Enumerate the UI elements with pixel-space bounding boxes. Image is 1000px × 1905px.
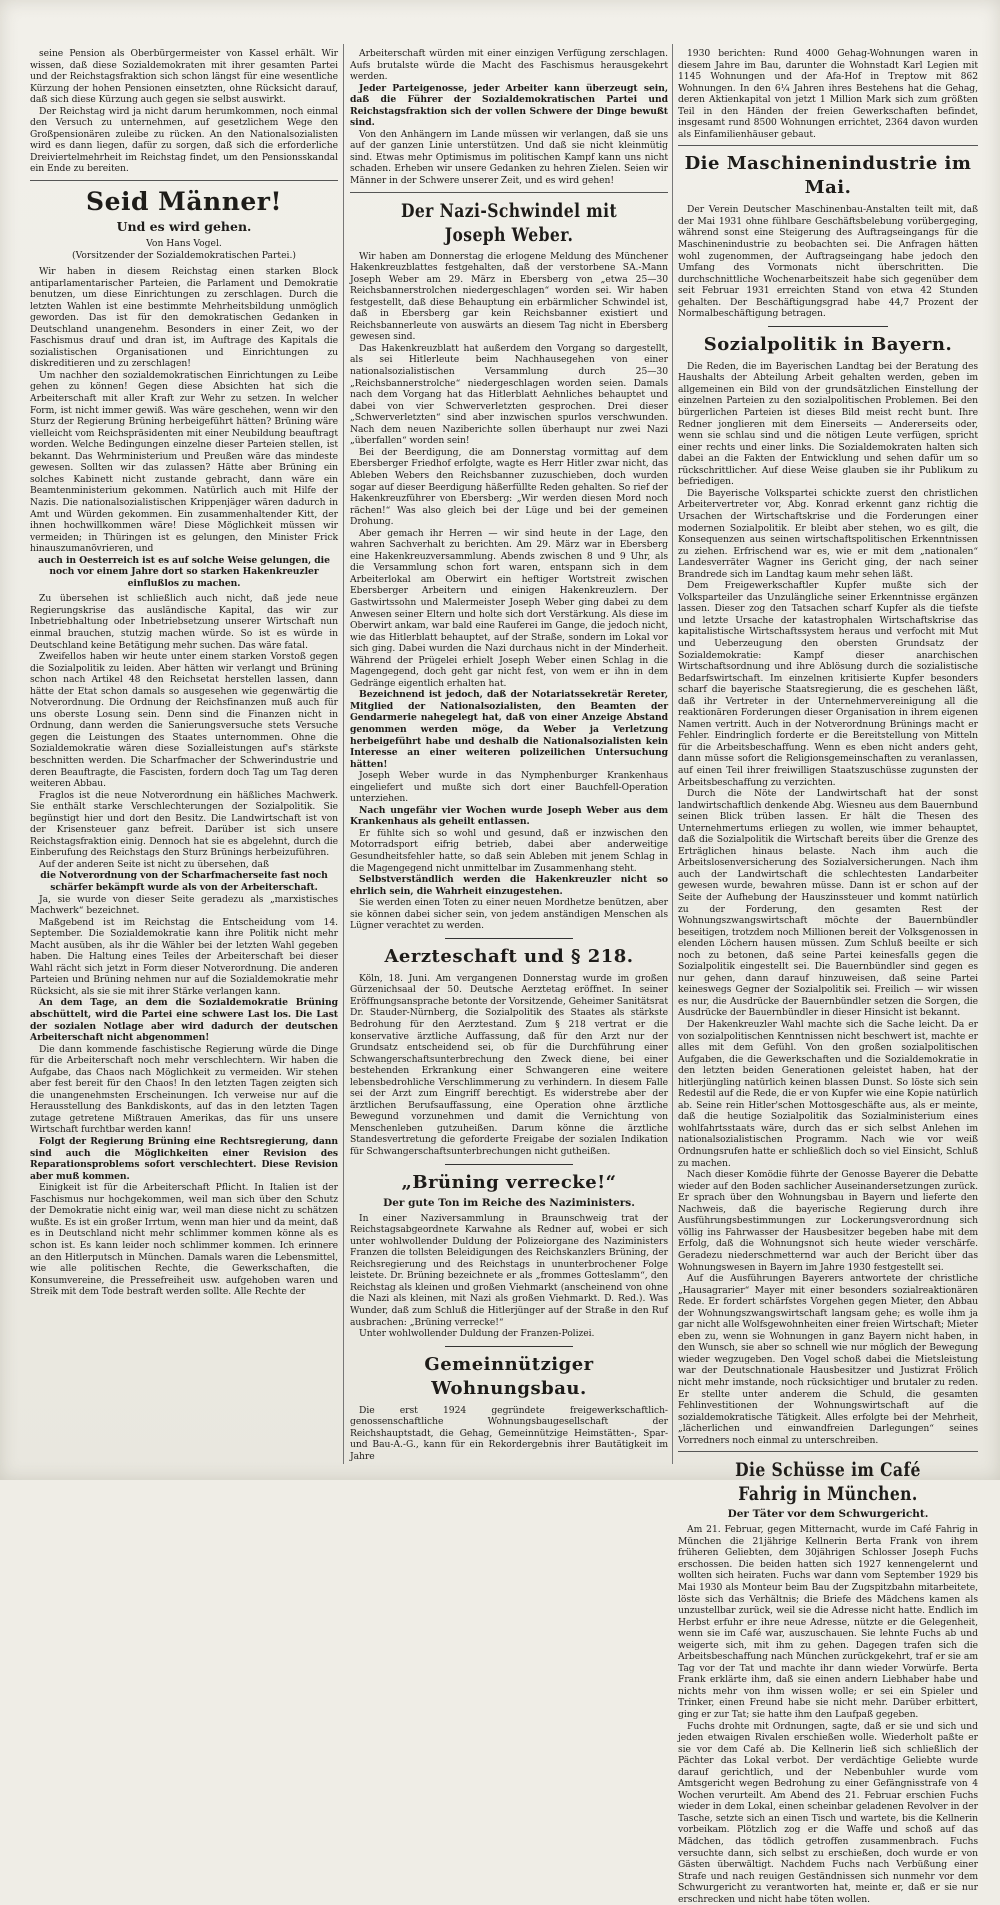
bold-paragraph: An dem Tage, an dem die Sozialdemokratie Brüning abschüttelt, wird die Partei eine schwere Last los. Die Last der sozialen Notlage aber wird dadurch der deutschen Arbeiterschaft nicht abgenommen! [30,997,338,1044]
headline-sozialpolitik-bayern: Sozialpolitik in Bayern. [703,333,953,355]
column-1 [30,48,338,1468]
paragraph: Aber gemach ihr Herren — wir sind heute in der Lage, den wahren Sachverhalt zu berichten. Am 29. März war in Ebersberg eine Hakenkreuzversammlung. Abends zwischen 8 und 9 Uhr, als die Versammlung schon fort waren, entspann sich in dem Arbeiterlokal am Oberwirt ein heftiger Wortstreit zwischen Ebersberger Arbeitern und einigen Hakenkreuzlern. Der Gastwirtssohn und Malermeister Joseph Weber ging dabei zu dem Anwesen seiner Eltern und holte sich dort Verstärkung. Als diese im Oberwirt ankam, war bald eine Rauferei im Gange, die jedoch nicht, wie das Hitlerblatt behauptet, auf der Straße, sondern im Lokal vor sich ging. Dabei wurden die Nazi durchaus nicht in der Minderheit. Während der Prügelei erhielt Joseph Weber einen Schlag in die Magengegend, doch geht gar nicht fest, von wem er ihn in dem Gedränge eigentlich erhalten hat. [350,527,668,689]
article-body [678,1524,978,1905]
paragraph: Maßgebend ist im Reichstag die Entscheidung vom 14. September. Die Sozialdemokratie kann ihre Politik nicht mehr Macht ausüben, als ihr die Wähler bei der letzten Wahl gegeben haben. Die Haltung eines Teiles der Arbeiterschaft bei dieser Wahl rächt sich jetzt in Form dieser Notverordnung. Die anderen Parteien und Brüning nehmen nur auf die Sozialdemokratie mehr Rücksicht, als sie sie mit ihrer Stärke verlangen kann. [30,916,338,997]
intro-text [30,48,338,175]
article-body [350,129,668,187]
bold-paragraph: Jeder Parteigenosse, jeder Arbeiter kann überzeugt sein, daß die Führer der Sozialdemokratischen Partei und Reichstagsfraktion sich der vollen Schwere der Dinge bewußt sind. [350,82,668,129]
headline-bruening-verrecke: „Brüning verrecke!“ [401,1171,617,1193]
paragraph: Dem Freigewerkschaftler Kupfer mußte sich der Volksparteiler das Unzulängliche seiner Erkenntnisse ergänzen lassen. Dieser zog den Tatsachen scharf Kupfer als die tiefste und letzte Ursache der katastrophalen Wirtschaftskrise das kapitalistische Wirtschaftssystem heraus und verfocht mit Mut und Ueberzeugung den obersten Grundsatz der Sozialdemokratie: Kampf dieser anarchischen Wirtschaftsordnung und ihre Ablösung durch die sozialistische Bedarfswirtschaft. Im einzelnen kritisierte Kupfer besonders scharf die bayerische Staatsregierung, die es geschehen läßt, daß ihr Vertreter in der Unternehmervereinigung all die reaktionären Forderungen dieser Organisation in ihrem eigenen Namen vertritt. Auch in der Notverordnung Brünings macht er Fehler. Eindringlich forderte er die Bereitstellung von Mitteln für die Arbeitsbeschaffung. Wenn es eben nicht anders geht, dann müsse sofort die Religionsgemeinschaften zu veranlassen, auf einen Teil ihrer freiwilligen Staatszuschüsse zugunsten der Arbeitsbeschaffung zu verzichten. [678,580,978,788]
bold-paragraph: Folgt der Regierung Brüning eine Rechtsregierung, dann sind auch die Möglichkeiten einer Revision des Reparationsproblems sofort verschlechtert. Diese Revision aber muß kommen. [30,1136,338,1182]
headline-cafe-fahrig: Die Schüsse im Café Fahrig in München. [735,1459,921,1506]
separator [678,1451,978,1452]
paragraph: seine Pension als Oberbürgermeister von Kassel erhält. Wir wissen, daß diese Sozialdemokraten mit ihrer gesamten Partei und der Reichstagsfraktion sich schon längst für eine wesentliche Kürzung der hohen Pensionen einsetzten, ohne Rücksicht darauf, daß sich diese Kürzung auch gegen sie selbst auswirkt. [30,48,338,106]
separator [445,1346,572,1347]
paragraph: Von den Anhängern im Lande müssen wir verlangen, daß sie uns auf der ganzen Linie unterstützen. Und daß sie nicht kleinmütig sind. Etwas mehr Optimismus im politischen Kampf kann uns nicht schaden. Erheben wir unsere Gedanken zu hehren Zielen. Seien wir Männer in der Schwere unserer Zeit, und es wird gehen! [350,128,668,187]
article-body [678,204,978,319]
paragraph: Die Reden, die im Bayerischen Landtag bei der Beratung des Haushalts der Abteilung Arbeit gehalten werden, geben im allgemeinen ein Bild von der grundsätzlichen Einstellung der einzelnen Parteien zu den sozialpolitischen Problemen. Bei den bürgerlichen Parteien ist dieses Bild meist recht bunt. Ihre Redner jonglieren mit dem Einerseits — Andererseits oder, wenn sie schlau sind und die nötigen Leute verfügen, spricht einer rechts und einer links. Die Sozialdemokraten halten sich dabei an die Fakten der Entwicklung und sehen dafür um so rückschrittlicher. Auf diese Weise glauben sie ihr Publikum zu befriedigen. [678,360,978,488]
bold-paragraph: auch in Oesterreich ist es auf solche Weise gelungen, die noch vor einem Jahre dort so starken Hakenkreuzler einflußlos zu machen. [38,554,330,589]
paragraph: Durch die Nöte der Landwirtschaft hat der sonst landwirtschaftlich denkende Abg. Wiesneu aus dem Bauernbund seinen Blick trüben lassen. Er hält die Thesen des Unternehmertums erliegen zu wollen, wie immer behauptet, daß die Sozialpolitik die Wirtschaft bereits über die Grenze des Erträglichen hinaus belaste. Nach ihm auch die Arbeitslosenversicherung des Sozialversicherungen. Nach ihm auch der Landwirtschaft die schlechtesten Landarbeiter gewesen wurde, bewahren müsse. Dann ist er schon auf der Seite der Aufhebung der Hauszinssteuer und kommt natürlich zu der Forderung, den gesamten Rest der Wohnungszwangswirtschaft möchte der Bauernbündler beseitigen, trotzdem noch Millionen bereit der Volksgenossen in elenden Löchern hausen müssen. Zum Schluß beeilte er sich noch zu betonen, daß seine Partei keinesfalls gegen die Sozialpolitik eingestellt sei. Die Bauernbündler sind gegen es nur gehen, dann darauf hinzuweisen, daß seine Partei keineswegs Gegner der Sozialpolitik sei. Freilich — wir wissen es nur, die Ausdrücke der Bauernbündler setzen die Sorgen, die Ausdrücke der Bauernbündler in dieser Hinsicht ist bekannt. [678,788,978,1019]
bold-paragraph: Selbstverständlich werden die Hakenkreuzler nicht so ehrlich sein, die Wahrheit einzugestehen. [350,874,668,897]
headline-aerzteschaft: Aerzteschaft und § 218. [384,945,634,967]
paragraph: Er fühlte sich so wohl und gesund, daß er inzwischen den Motorradsport eifrig betrieb, dabei aber anderweitige Gesundheitsfehler hatte, so daß sein Ableben mit jenem Schlag in die Magengegend nicht unmittelbar im Zusammenhang steht. [350,827,668,874]
column-2 [350,48,668,1468]
paragraph: Um nachher den sozialdemokratischen Einrichtungen zu Leibe gehen zu können! Gegen diese Absichten hat sich die Arbeiterschaft mit aller Kraft zur Wehr zu setzen. In welcher Form, ist nicht immer gewiß. Was wäre geschehen, wenn wir den Sturz der Regierung Brüning herbeigeführt hätten? Brüning wäre vielleicht vom Reichspräsidenten mit einer Neubildung beauftragt worden. Welche Bedingungen einzelne dieser Parteien stellen, ist bekannt. Das Wehrministerium und Preußen wäre das mindeste gewesen. Sollten wir das zulassen? Hätte aber Brüning ein solches Kabinett nicht zustande gebracht, dann wäre ein Beamtenministerium gekommen. Natürlich auch mit Hilfe der Nazis. Die nationalsozialistischen Krippenjäger wären dadurch in Amt und Würden gekommen. Ein zusammenhaltender Kitt, der ihnen hochwillkommen wäre! Diese Möglichkeit müssen wir vermeiden; in Thüringen ist es gelungen, den Minister Frick hinauszumanövrieren, und [30,369,338,555]
article-body [30,894,338,998]
paragraph: Wir haben am Donnerstag die erlogene Meldung des Münchener Hakenkreuzblattes festgehalten, daß der verstorbene SA.-Mann Joseph Weber am 29. März in Ebersberg von „etwa 25—30 Reichsbannerstrolchen niedergeschlagen“ worden sei. Wir haben festgestellt, daß diese Behauptung ein erbärmlicher Schwindel ist, daß in Ebersberg gar kein Reichsbanner existiert und Reichsbannerleute von auswärts an diesem Tag nicht in Ebersberg gewesen sind. [350,250,668,343]
article-body [350,828,668,874]
paragraph: Das Hakenkreuzblatt hat außerdem den Vorgang so dargestellt, als sei Hitlerleute beim Nachhausegehen von einer nationalsozialistischen Versammlung durch 25—30 „Reichsbannerstrolche“ niedergeschlagen worden seien. Damals nach dem Vorgang hat das Hitlerblatt Aehnliches behauptet und dabei von vier Schwerverletzten gesprochen. Drei dieser „Schwerverletzten“ sind aber inzwischen spurlos verschwunden. Nach dem neuen Naziberichte sollen überhaupt nur zwei Nazi „überfallen“ worden sein! [350,342,668,447]
paragraph: Zweifellos haben wir heute unter einem starken Vorstoß gegen die Sozialpolitik zu leiden. Aber hätten wir verlangt und Brüning schon nach Artikel 48 den Reichsetat herstellen lassen, dann hätte der Etat schon damals so ausgesehen wie gegenwärtig die Notverordnung. Die Ordnung der Reichsfinanzen muß auch für uns oberste Losung sein. Denn sind die Finanzen nicht in Ordnung, dann werden die Sanierungsversuche stets Versuche gegen die Leistungen des Staates unternommen. Ohne die Sozialdemokratie wären diese Sozialleistungen auf's stärkste beschnitten werden. Die Scharfmacher der Schwerindustrie und deren Beauftragte, die Fascisten, fordern doch Tag um Tag deren weiteren Abbau. [30,651,338,790]
column-rule [672,44,673,1464]
paragraph: Fraglos ist die neue Notverordnung ein häßliches Machwerk. Sie enthält starke Verschlechterungen der Sozialpolitik. Sie begünstigt hier und dort den Besitz. Die Landwirtschaft ist von der Krisensteuer ganz befreit. Darüber ist sich unsere Reichstagsfraktion einig. Dennoch hat sie es abgelehnt, durch die Einberufung des Reichstags den Sturz Brünings herbeizuführen. [30,789,338,859]
paragraph: Auf der anderen Seite ist nicht zu übersehen, daß [39,858,270,870]
paragraph: In einer Naziversammlung in Braunschweig trat der Reichstagsabgeordnete Karwahne als Redner auf, wobei er sich unter wohlwollender Duldung der Polizeiorgane des Naziministers Franzen die tollsten Beleidigungen des Reichskanzlers Brüning, der Reichsregierung und des Reichstags in ununterbrochener Folge leistete. Dr. Brüning bezeichnete er als „frommes Gotteslamm“, den Reichstag als kleinen und großen Viehmarkt (anscheinend von ohne die Nazi als kleinen, mit Nazi als großen Viehmarkt. D. Red.). Was Wunder, daß zum Schluß die Hitlerjünger auf der Straße in den Ruf ausbrachen: „Brüning verrecke!“ [350,1212,668,1328]
bold-paragraph: Bezeichnend ist jedoch, daß der Notariatssekretär Rereter, Mitglied der Nationalsozialisten, den Beamten der Gendarmerie nahegelegt hat, daß von einer Anzeige Abstand genommen werden möge, da Weber ja Verletzung herbeigeführt habe und deshalb die Nationalsozialisten kein Interesse an einer weiteren polizeilichen Untersuchung hätten! [350,689,668,770]
byline-role: (Vorsitzender der Sozialdemokratischen Partei.) [71,250,296,262]
paragraph: Der Hakenkreuzler Wahl machte sich die Sache leicht. Da er von sozialpolitischen Kenntnissen nicht beschwert ist, machte er alles mit dem Gefühl. Von den großen sozialpolitischen Aufgaben, die die Gewerkschaften und die Sozialdemokratie in den letzten beiden Generationen geleistet haben, hat der hitlerjüngling natürlich keinen blassen Dunst. So löste sich sein Redestil auf die Rede, die er von Kupfer wie eine Kopie natürlich ab. Seine rein Hitler'schen Mottosgeschäfte aus, als er meinte, daß die heutige Sozialpolitik das Sozialministerium eines wohlfahrtsstaats wäre, durch das er sich selbst Anlehen im nationalsozialistischen Programm. Nach wie vor weiß Ordnungsrufen hatte er schließlich doch so viel Einsicht, Schluß zu machen. [678,1019,978,1169]
column-3 [678,48,978,1905]
paragraph: Arbeiterschaft würden mit einer einzigen Verfügung zerschlagen. Aufs brutalste würde die Macht des Faschismus herausgekehrt werden. [350,48,668,83]
paragraph: Auf die Ausführungen Bayerers antwortete der christliche „Hausagrarier“ Mayer mit einer besonders sozialreaktionären Rede. Er fordert schärfstes Vorgehen gegen Mieter, den Abbau der Wohnungszwangswirtschaft langsam gehe; es wolle ihm ja gar nicht alle Wolfsgewohnheiten einer freien Wirtschaft; Mieter eben zu, wenn sie Wohnungen in ganz Bayern nicht haben, in den Wunsch, sie aber so schnell wie nur möglich der Bewegung wieder wegzugeben. Den Vogel schoß dabei die Mietsleistung war der Deutschnationale Hausbesitzer und Justizrat Frölich nicht mehr imstande, noch rücksichtiger und brutaler zu reden. Er stellte unter anderem die Schuld, die gesamten Fehlinvestitionen der Wohnungswirtschaft auf die sozialdemokratische Tätigkeit. Alles erfolgte bei der Mehrheit, „lächerlichen und einwandfreien Darlegungen“ seines Vorredners noch einmal zu unterschreiben. [678,1273,978,1446]
paragraph: 1930 berichten: Rund 4000 Gehag-Wohnungen waren in diesem Jahre im Bau, darunter die Wohnstadt Karl Legien mit 1145 Wohnungen und der Afa-Hof in Treptow mit 862 Wohnungen. In den 6¼ Jahren ihres Bestehens hat die Gehag, deren Aktienkapital von jetzt 1 Million Mark sich zum größten Teil in den Händen der freien Gewerkschaften befindet, insgesamt rund 8500 Wohnungen errichtet, 2364 davon wurden als Einfamilienhäuser gebaut. [678,48,978,140]
article-body [350,897,668,932]
subheadline: Der Täter vor dem Schwurgericht. [727,1508,929,1521]
bold-paragraph: Nach ungefähr vier Wochen wurde Joseph Weber aus dem Krankenhaus als geheilt entlassen. [350,804,668,828]
article-body [350,1405,668,1463]
article-body [30,593,338,870]
paragraph: Bei der Beerdigung, die am Donnerstag vormittag auf dem Ebersberger Friedhof erfolgte, wagte es Herr Hitler zwar nicht, das Ableben Webers den Reichsbanner zuzuschieben, doch wurden sogar auf dieser Beerdigung häßerfüllte Reden gehalten. So rief der Hakenkreuzführer von Ebersberg: „Wir werden diesen Mord noch rächen!“ Was also gleich bei der Lüge und bei der gemeinen Drohung. [350,446,668,528]
paragraph: Am 21. Februar, gegen Mitternacht, wurde im Café Fahrig in München die 21jährige Kellnerin Berta Frank von ihrem früheren Geliebten, dem 30jährigen Schlosser Joseph Fuchs erschossen. Die beiden hatten sich 1927 kennengelernt und wollten sich heiraten. Fuchs war dann vom September 1929 bis Mai 1930 als Monteur beim Bau der Zugspitzbahn mitarbeitete, löste sich das Verhältnis; die Briefe des Mädchens kamen als unzustellbar zurück, weil sie die Adresse nicht hatte. Endlich im Herbst erfuhr er ihre neue Adresse, nützte er die Gelegenheit, wenn sie im Café war, auszuschauen. Sie lehnte Fuchs ab und weigerte sich, mit ihm zu gehen. Dagegen trafen sich die Arbeitsbeschaffung nach München zurückgekehrt, traf er sie am Tag vor der Tat und machte ihr dann wieder Vorwürfe. Berta Frank erklärte ihm, daß sie einen andern Liebhaber habe und nichts mehr von ihm wissen wolle; er sei ein Spieler und Trinker, einen Freund habe sie nicht mehr. Darüber erbittert, ging er zur Tat; sie hatte ihm den Laufpaß gegeben. [678,1524,978,1720]
article-body [678,361,978,1446]
paragraph: Nach dieser Komödie führte der Genosse Bayerer die Debatte wieder auf den Boden sachlicher Auseinandersetzungen zurück. Er sprach über den Wohnungsbau in Bayern und lieferte den Nachweis, daß die bayerische Regierung durch ihre Ausführungsbestimmungen zur Lockerungsverordnung sich völlig ins Fahrwasser der Hausbesitzer begeben habe mit dem Erfolg, daß die Wohnungsnot sich heute wieder verschärfe. Geradezu niederschmetternd war auch der Bericht über das Wohnungswesen in Bayern im Jahre 1930 festgestellt sei. [678,1169,978,1273]
separator [445,938,572,939]
separator [350,192,668,193]
article-body [350,1213,668,1340]
paragraph: Der Verein Deutscher Maschinenbau-Anstalten teilt mit, daß der Mai 1931 ohne fühlbare Geschäftsbelebung vorübergeging, während sonst eine Steigerung des Auftragseingangs für die Maschinenindustrie zu beobachten sei. Die Anfragen hätten wohl zugenommen, der Auftragseingang habe jedoch den Umfang des Vormonats nicht überschritten. Die durchschnittliche Wochenarbeitszeit habe sich gegenüber dem seit Februar 1931 erreichten Stand von etwa 42 Stunden gehalten. Der Beschäftigungsgrad habe 44,7 Prozent der Normalbeschäftigung betragen. [678,204,978,320]
paragraph: Die Bayerische Volkspartei schickte zuerst den christlichen Arbeitervertreter vor, Abg. Konrad erkennt ganz richtig die Ursachen der Wirtschaftskrise und die Forderungen einer modernen Sozialpolitik. Er bleibt aber stehen, wo es gilt, die Konsequenzen aus seinen wirtschaftspolitischen Erkenntnissen zu ziehen. Erfrischend war es, wie er mit dem „nationalen“ Landesverräter Wagner ins Gericht ging, der nach seiner Brandrede sich im Landtag kaum mehr sehen läßt. [678,487,978,580]
article-body [30,1044,338,1136]
paragraph: Wir haben in diesem Reichstag einen starken Block antiparlamentarischer Parteien, die Parlament und Demokratie benutzen, um diese Einrichtungen zu zerschlagen. Durch die letzten Wahlen ist eine bestimmte Mehrheitsbildung unmöglich geworden. Das ist für den demokratischen Gedanken in Deutschland unangenehm. Besonders in einer Zeit, wo der Faschismus drauf und dran ist, im Auftrage des Kapitals die sozialistischen Organisationen und Einrichtungen zu diskreditieren und zu zerschlagen! [30,266,338,370]
paragraph: Die erst 1924 gegründete freigewerkschaftlich-genossenschaftliche Wohnungsbaugesellschaft der Reichshauptstadt, die Gehag, Gemeinnützige Heimstätten-, Spar- und Bau-A.-G., kann für ein Rekordergebnis ihrer Bautätigkeit im Jahre [350,1404,668,1462]
paragraph: Die dann kommende faschistische Regierung würde die Dinge für die Arbeiterschaft noch mehr verschlechtern. Wir haben die Aufgabe, das Chaos nach Möglichkeit zu vermeiden. Wir stehen aber fest bereit für den Chaos! In den letzten Tagen zeigten sich die unangenehmsten Erscheinungen. Ich verweise nur auf die Herausstellung des Bankdiskonts, auf das in den letzten Tagen zutage getretene Mißtrauen Amerikas, das für uns unsere Wirtschaft furchtbar werden kann! [30,1043,338,1136]
paragraph: Ja, sie wurde von dieser Seite geradezu als „marxistisches Machwerk“ bezeichnet. [30,893,338,917]
headline-nazi-schwindel: Der Nazi-Schwindel mit Joseph Weber. [400,199,618,246]
bold-paragraph: die Notverordnung von der Scharfmacherseite fast noch schärfer bekämpft wurde als von der Arbeiterschaft. [40,870,328,893]
paragraph: Fuchs drohte mit Ordnungen, sagte, daß er sie und sich und jeden etwaigen Rivalen erschießen wolle. Wiederholt paßte er sie vor dem Café ab. Die Kellnerin ließ sich schließlich der Pächter das Lokal verbot. Der verdächtige Geliebte wurde darauf gerichtlich, und der Nebenbuhler wurde vom Amtsgericht wegen Bedrohung zu einer Gefängnisstrafe von 4 Wochen verurteilt. Am Abend des 21. Februar erschien Fuchs wieder in dem Lokal, einen scheinbar geladenen Revolver in der Tasche, setzte sich an einen Tisch und wartete, bis die Kellnerin vorbeikam. Plötzlich zog er die Waffe und schoß auf das Mädchen, das tödlich getroffen zusammenbrach. Fuchs versuchte dann, sich selbst zu erschießen, doch wurde er von Gästen überwältigt. Nachdem Fuchs nach Verbüßung einer Strafe und nach reuigen Geständnissen sich nunmehr vor dem Schwurgericht zu verantworten hat, meinte er, daß er sie nur erschrecken und nicht habe töten wollen. [678,1720,978,1905]
paragraph: Sie werden einen Toten zu einer neuen Mordhetze benützen, aber sie können dabei sicher sein, von jedem anständigen Menschen als Lügner verachtet zu werden. [350,897,668,932]
paragraph: Köln, 18. Juni. Am vergangenen Donnerstag wurde im großen Gürzenichsaal der 50. Deutsche Aerztetag eröffnet. In seiner Eröffnungsansprache betonte der Vorsitzende, Geheimer Sanitätsrat Dr. Stauder-Nürnberg, die Sozialpolitik des Staates als stärkste Bedrohung für den Aerztestand. Zum § 218 vertrat er die konservative ärztliche Auffassung, daß für den Arzt nur der Grundsatz entscheidend sei, ob für die Durchführung einer Schwangerschaftsunterbrechung den Zweck diene, bei einer bestehenden Erkrankung einer Schwangeren eine weitere lebensbedrohliche Verschlimmerung zu verhindern. In diesem Falle sei der Arzt zum Eingriff berechtigt. Es widerstrebe aber der ärztlichen Berufsauffassung, eine Operation ohne ärztliche Bewegund vorzunehmen und damit die Vernichtung von Menschenleben gutzuheißen. Darum könne die ärztliche Standesvertretung die geforderte Freigabe der sozialen Indikation für Schwangerschaftsunterbrechungen nicht gutheißen. [350,972,668,1158]
separator [445,1164,572,1165]
headline-maschinenindustrie: Die Maschinenindustrie im Mai. [684,153,972,199]
paragraph: Joseph Weber wurde in das Nymphenburger Krankenhaus eingeliefert und mußte sich dort einer Bauchfell-Operation unterziehen. [350,770,668,805]
paragraph: Unter wohlwollender Duldung der Franzen-Polizei. [359,1328,595,1340]
paragraph: Der Reichstag wird ja nicht darum herumkommen, noch einmal den Versuch zu unternehmen, auf gesetzlichem Wege den Großpensionären zuleibe zu rücken. An den Nationalsozialisten wird es dann liegen, dafür zu sorgen, daß sich die erforderliche Dreiviertelmehrheit im Reichstag findet, um den Pensionsskandal ein Ende zu bereiten. [30,105,338,175]
article-body [30,1182,338,1297]
article-body [350,48,668,83]
column-rule [343,44,344,1464]
article-body [678,48,978,140]
separator [678,145,978,146]
paragraph: Einigkeit ist für die Arbeiterschaft Pflicht. In Italien ist der Faschismus nur hochgekommen, weil man sich über den Schutz der Demokratie nicht einig war, weil man diese nicht zu schätzen wußte. Es ist ein großer Irrtum, wenn man hier und da meint, daß es in Deutschland nicht mehr schlimmer kommen könne als es schon ist. Es kann leider noch schlimmer kommen. Ich erinnere an den Hitlerputsch in München. Damals waren die Lebensmittel, wie alle politischen Rechte, die Gewerkschaften, die Konsumvereine, die Pressefreiheit usw. aufgehoben waren und Streik mit dem Tode bestraft werden sollte. Alle Rechte der [30,1182,338,1298]
subheadline: Und es wird gehen. [116,219,252,235]
article-body [350,973,668,1158]
headline-wohnungsbau: Gemeinnütziger Wohnungsbau. [424,1353,594,1399]
article-body [350,251,668,690]
byline-author: Von Hans Vogel. [146,238,222,250]
article-body [30,266,338,555]
subheadline: Der gute Ton im Reiche des Naziministers. [383,1196,635,1209]
paragraph: Zu übersehen ist schließlich auch nicht, daß jede neue Regierungskrise das ausländische Kapital, das wir zur Inbetriebhaltung oder Inbetriebsetzung unserer Wirtschaft nun einmal brauchen, stutzig machen würde. So ist es würde in Deutschland keine Betätigung mehr suchen. Das wäre fatal. [30,593,338,651]
article-body [350,770,668,805]
separator [768,326,888,327]
headline-seid-maenner: Seid Männer! [86,187,282,217]
separator [30,180,338,181]
